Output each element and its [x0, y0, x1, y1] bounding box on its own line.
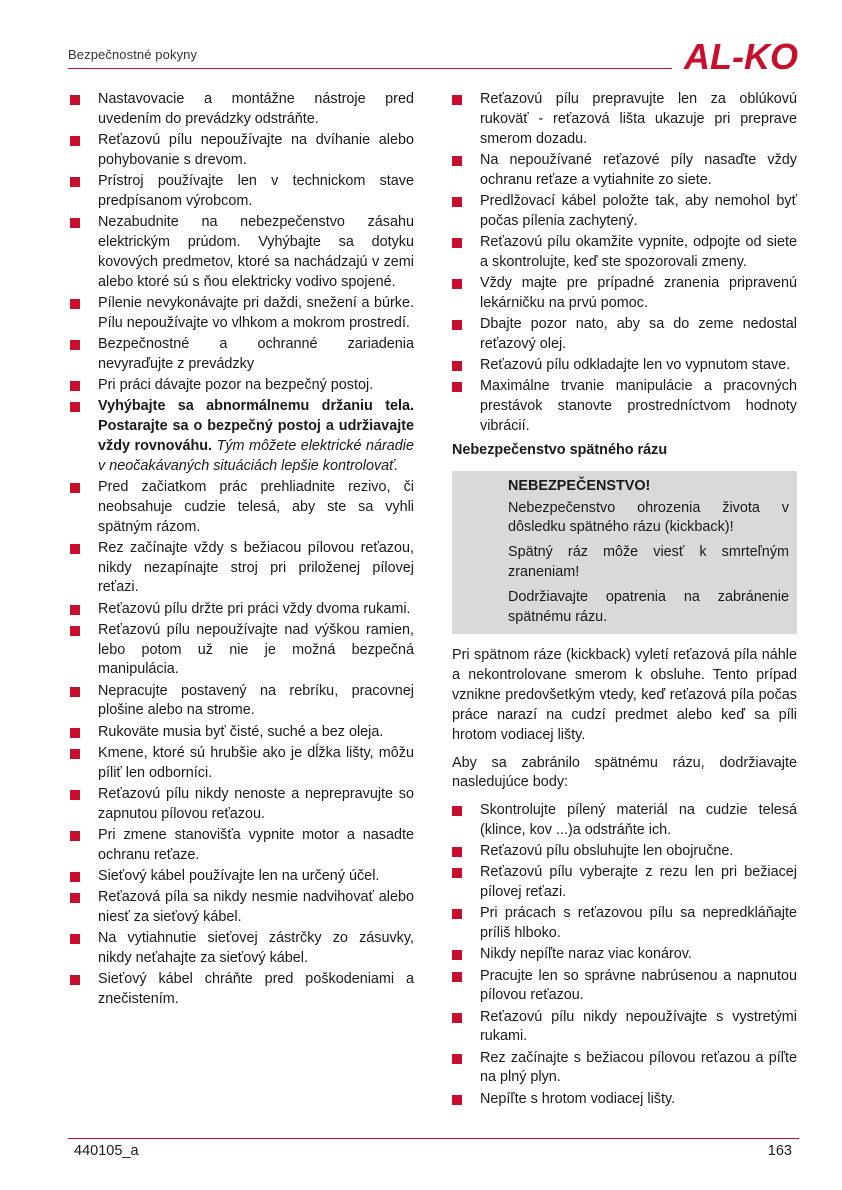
footer-divider: [68, 1138, 799, 1139]
posture-italic-text: Tým môžete elektrické náradie v neočakávaných situáciách lepšie kontrolovať.: [98, 437, 414, 474]
warning-title: NEBEZPEČENSTVO!: [508, 477, 651, 494]
list-item: Kmene, ktoré sú hrubšie ako je dĺžka lišty, môžu píliť len odborníci.: [70, 744, 414, 784]
list-item: Reťazovú pílu držte pri práci vždy dvoma rukami.: [70, 600, 414, 620]
page-header-title: Bezpečnostné pokyny: [68, 47, 198, 62]
list-item: Sieťový kábel chráňte pred poškodeniami a znečistením.: [70, 970, 414, 1010]
list-item: Dbajte pozor nato, aby sa do zeme nedostal reťazový olej.: [452, 315, 797, 355]
right-bullet-list: [452, 90, 797, 437]
list-item: Predlžovací kábel položte tak, aby nemohol byť počas pílenia zachytený.: [452, 192, 797, 232]
list-item: Pri prácach s reťazovou pílu sa nepredkláňajte príliš hlboko.: [452, 904, 797, 944]
alko-logo: [682, 39, 800, 73]
warning-line: Dodržiavajte opatrenia na zabránenie spätnému rázu.: [508, 589, 789, 626]
list-item: Nepíľte s hrotom vodiacej lišty.: [452, 1090, 797, 1110]
list-item: Prístroj používajte len v technickom stave predpísanom výrobcom.: [70, 172, 414, 212]
page-number: 163: [767, 1143, 792, 1159]
list-item: Sieťový kábel používajte len na určený účel.: [70, 867, 414, 887]
logo-text: AL-KO: [684, 39, 798, 73]
list-item: Reťazovú pílu nikdy nenoste a neprepravujte so zapnutou pílovou reťazou.: [70, 785, 414, 825]
header-divider: [68, 68, 672, 69]
warning-line: Nebezpečenstvo ohrozenia života v dôsledku spätného rázu (kickback)!: [508, 499, 789, 536]
kickback-paragraph: Pri spätnom ráze (kickback) vyletí reťazová píla náhle a nekontrolovane smerom k obsluhe. Tento prípad vznikne predovšetkým vtedy, keď reťazová píla počas práce narazí na cudzí predmet alebo keď sa píli hrotom vodiacej lišty.: [452, 646, 797, 743]
kickback-bullet-list: [452, 801, 797, 1109]
list-item: Reťazovú pílu obsluhujte len obojručne.: [452, 842, 797, 862]
list-item: Nikdy nepíľte naraz viac konárov.: [452, 945, 797, 965]
list-item: Reťazová píla sa nikdy nesmie nadvihovať alebo niesť za sieťový kábel.: [70, 888, 414, 928]
posture-bold-text: Vyhýbajte sa abnormálnemu držaniu tela. Postarajte sa o bezpečný postoj a udržiavajte vždy rovnováhu.: [98, 397, 414, 454]
right-column: [452, 90, 797, 1111]
list-item: Rez začínajte vždy s bežiacou pílovou reťazou, nikdy nezapínajte stroj pri priloženej pílovej reťazi.: [70, 539, 414, 599]
list-item: Skontrolujte pílený materiál na cudzie telesá (klince, kov ...)a odstráňte ich.: [452, 801, 797, 841]
list-item: Nastavovacie a montážne nástroje pred uvedením do prevádzky odstráňte.: [70, 90, 414, 130]
list-item: Na vytiahnutie sieťovej zástrčky zo zásuvky, nikdy neťahajte za sieťový kábel.: [70, 929, 414, 969]
list-item: Na nepoužívané reťazové píly nasaďte vždy ochranu reťaze a vytiahnite zo siete.: [452, 151, 797, 191]
list-item: Reťazovú pílu nepoužívajte nad výškou ramien, lebo potom už nie je možná bezpečná manipulácia.: [70, 621, 414, 681]
document-code: 440105_a: [74, 1143, 139, 1159]
list-item: Nezabudnite na nebezpečenstvo zásahu elektrickým prúdom. Vyhýbajte sa dotyku kovových predmetov, ktoré sa nachádzajú v zemi alebo ktoré sú s ňou elektricky vodivo spojené.: [70, 213, 414, 293]
list-item: Reťazovú pílu nikdy nepoužívajte s vystretými rukami.: [452, 1008, 797, 1048]
list-item: Reťazovú pílu prepravujte len za oblúkovú rukoväť - reťazová lišta ukazuje pri preprave smerom dozadu.: [452, 90, 797, 150]
list-item: Pri zmene stanovišťa vypnite motor a nasadte ochranu reťaze.: [70, 826, 414, 866]
list-item: Maximálne trvanie manipulácie a pracovných prestávok stanovte prostredníctvom hodnoty vibrácií.: [452, 377, 797, 437]
list-item: Rez začínajte s bežiacou pílovou reťazou a píľte na plný plyn.: [452, 1049, 797, 1089]
list-item: Vždy majte pre prípadné zranenia pripravenú lekárničku na prvú pomoc.: [452, 274, 797, 314]
kickback-intro-paragraph: Aby sa zabránilo spätnému rázu, dodržiavajte nasledujúce body:: [452, 754, 797, 791]
left-bullet-list: [70, 90, 414, 1010]
list-item: Reťazovú pílu vyberajte z rezu len pri bežiacej pílovej reťazi.: [452, 863, 797, 903]
list-item: Pri práci dávajte pozor na bezpečný postoj.: [70, 376, 414, 396]
list-item: Pílenie nevykonávajte pri daždi, snežení a búrke. Pílu nepoužívajte vo vlhkom a mokrom prostredí.: [70, 294, 414, 334]
kickback-section-heading: Nebezpečenstvo spätného rázu: [452, 441, 668, 458]
list-item: Reťazovú pílu nepoužívajte na dvíhanie alebo pohybovanie s drevom.: [70, 131, 414, 171]
list-item: Bezpečnostné a ochranné zariadenia nevyraďujte z prevádzky: [70, 335, 414, 375]
left-column: [70, 90, 414, 1011]
list-item: Pracujte len so správne nabrúsenou a napnutou pílovou reťazou.: [452, 967, 797, 1007]
danger-warning-box: [452, 471, 797, 634]
list-item: Reťazovú pílu okamžite vypnite, odpojte od siete a skontrolujte, keď ste spozorovali zmeny.: [452, 233, 797, 273]
list-item-posture: [70, 397, 414, 477]
warning-line: Spätný ráz môže viesť k smrteľným zraneniam!: [508, 544, 789, 581]
list-item: Rukoväte musia byť čisté, suché a bez oleja.: [70, 723, 414, 743]
list-item: Reťazovú pílu odkladajte len vo vypnutom stave.: [452, 356, 797, 376]
list-item: Pred začiatkom prác prehliadnite rezivo, či neobsahuje cudzie telesá, aby ste sa vyhli spätným rázom.: [70, 478, 414, 538]
list-item: Nepracujte postavený na rebríku, pracovnej plošine alebo na strome.: [70, 682, 414, 722]
